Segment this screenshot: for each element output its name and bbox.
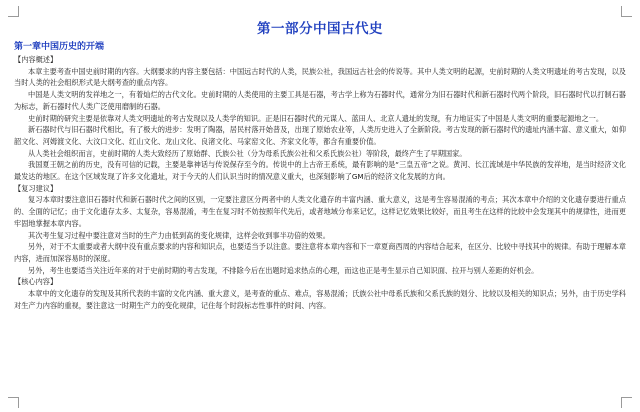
paragraph: 中国是人类文明的发祥地之一，有着灿烂的古代文化。史前时期的人类使用的主要工具是石器，考古学上称为石器时代，通常分为旧石器时代和新石器时代两个阶段，旧石器时代以打制石器为标志，新石器时代人类广泛使用磨制的石器。 <box>14 90 626 111</box>
paragraph: 另外，考生也要适当关注近年来的对于史前时期的考古发现，不排除今后在出题时追求热点的心理，而这也正是考生显示自己知识面、拉开与别人差距的好机会。 <box>28 265 539 275</box>
section-label-review: 【复习建议】 <box>14 183 58 193</box>
section-overview <box>14 54 626 183</box>
paragraph: 另外，对于不太重要或者大纲中没有重点要求的内容和知识点，也要适当予以注意。要注意将本章内容和下一章夏商西周的内容结合起来，在区分、比较中寻找其中的规律。有助于理解本章内容，进而加深容易时的深度。 <box>14 242 626 263</box>
paragraph: 史前时期的研究主要是依靠对人类文明遗址的考古发现以及人类学的知识。正是旧石器时代的元谋人、蓝田人、北京人遗址的发现，有力地证实了中国是人类文明的重要起源地之一。 <box>28 113 604 123</box>
paragraph: 本章中的文化遗存的发现及其所代表的丰富的文化内涵、重大意义，是考查的重点、难点，容易混淆；氏族公社中母系氏族和父系氏族的划分、比较以及相关的知识点；另外，由于历史学科对生产力内容的重视，要注意这一时期生产力的变化规律，记住每个时段标志性事件的时间、内容。 <box>14 289 626 310</box>
crop-mark-top-left <box>8 6 19 17</box>
chapter-title: 第一章中国历史的开端 <box>14 42 105 52</box>
paragraph: 我国夏王朝之前的历史，没有可信的记载，主要是靠神话与传说保存至今的。传说中的上古帝王系统，最有影响的是“三皇五帝”之说。黄河、长江流域是中华民族的发祥地，是当时经济文化最发达的地区。在这个区域发现了许多文化遗址，对于今天的人们认识当时的情况意义重大，也深刻影响了GM后的经济文化发展的方向。 <box>14 160 626 182</box>
section-review-suggestions <box>14 183 626 277</box>
paragraph: 复习本章时要注意旧石器时代和新石器时代之间的区别，一定要注意区分两者中的人类文化遗存的丰富内涵、重大意义，这是考生容易混淆的考点；其次本章中介绍的文化遗存要进行重点的、全面的记忆；由于文化遗存太多、太复杂，容易混淆，考生在复习时不妨按照年代先后，或者地域分布来记忆，这样记忆效果比较好，而且考生在这样的比较中会发现其中的规律性，进而更牢固地掌握本章内容。 <box>14 195 626 228</box>
paragraph: 其次考生复习过程中要注意对当时的生产力由低到高的变化规律，这样会收到事半功倍的效果。 <box>28 230 330 240</box>
part-title: 第一部分中国古代史 <box>257 21 383 37</box>
section-core-content <box>14 276 626 311</box>
section-label-overview: 【内容概述】 <box>14 55 58 64</box>
section-label-core: 【核心内容】 <box>14 277 58 287</box>
paragraph: 新石器时代与旧石器时代相比，有了极大的进步：发明了陶器，居民村落开始普及，出现了原始农业等，人类历史进入了全新阶段。考古发现的新石器时代的遗址内涵丰富、意义重大，如仰韶文化、河姆渡文化、大汶口文化、红山文化、龙山文化、良渚文化、马家窑文化、齐家文化等，都含有重要价值。 <box>14 125 626 146</box>
paragraph: 从人类社会组织而言，史前时期的人类大致经历了原始群、氏族公社（分为母系氏族公社和父系氏族公社）等阶段，最终产生了早期国家。 <box>28 148 467 158</box>
crop-mark-bottom-right <box>621 397 632 408</box>
document-content <box>14 20 626 311</box>
paragraph: 本章主要考查中国史前时期的内容。大纲要求的内容主要包括：中国远古时代的人类，民族公社，我国远古社会的传说等。其中人类文明的起源，史前时期的人类文明遗址的考古发现，以及当时人类的社会组织形式是大纲考查的重点内容。 <box>14 66 626 88</box>
crop-mark-bottom-left <box>8 397 19 408</box>
crop-mark-top-right <box>621 6 632 17</box>
